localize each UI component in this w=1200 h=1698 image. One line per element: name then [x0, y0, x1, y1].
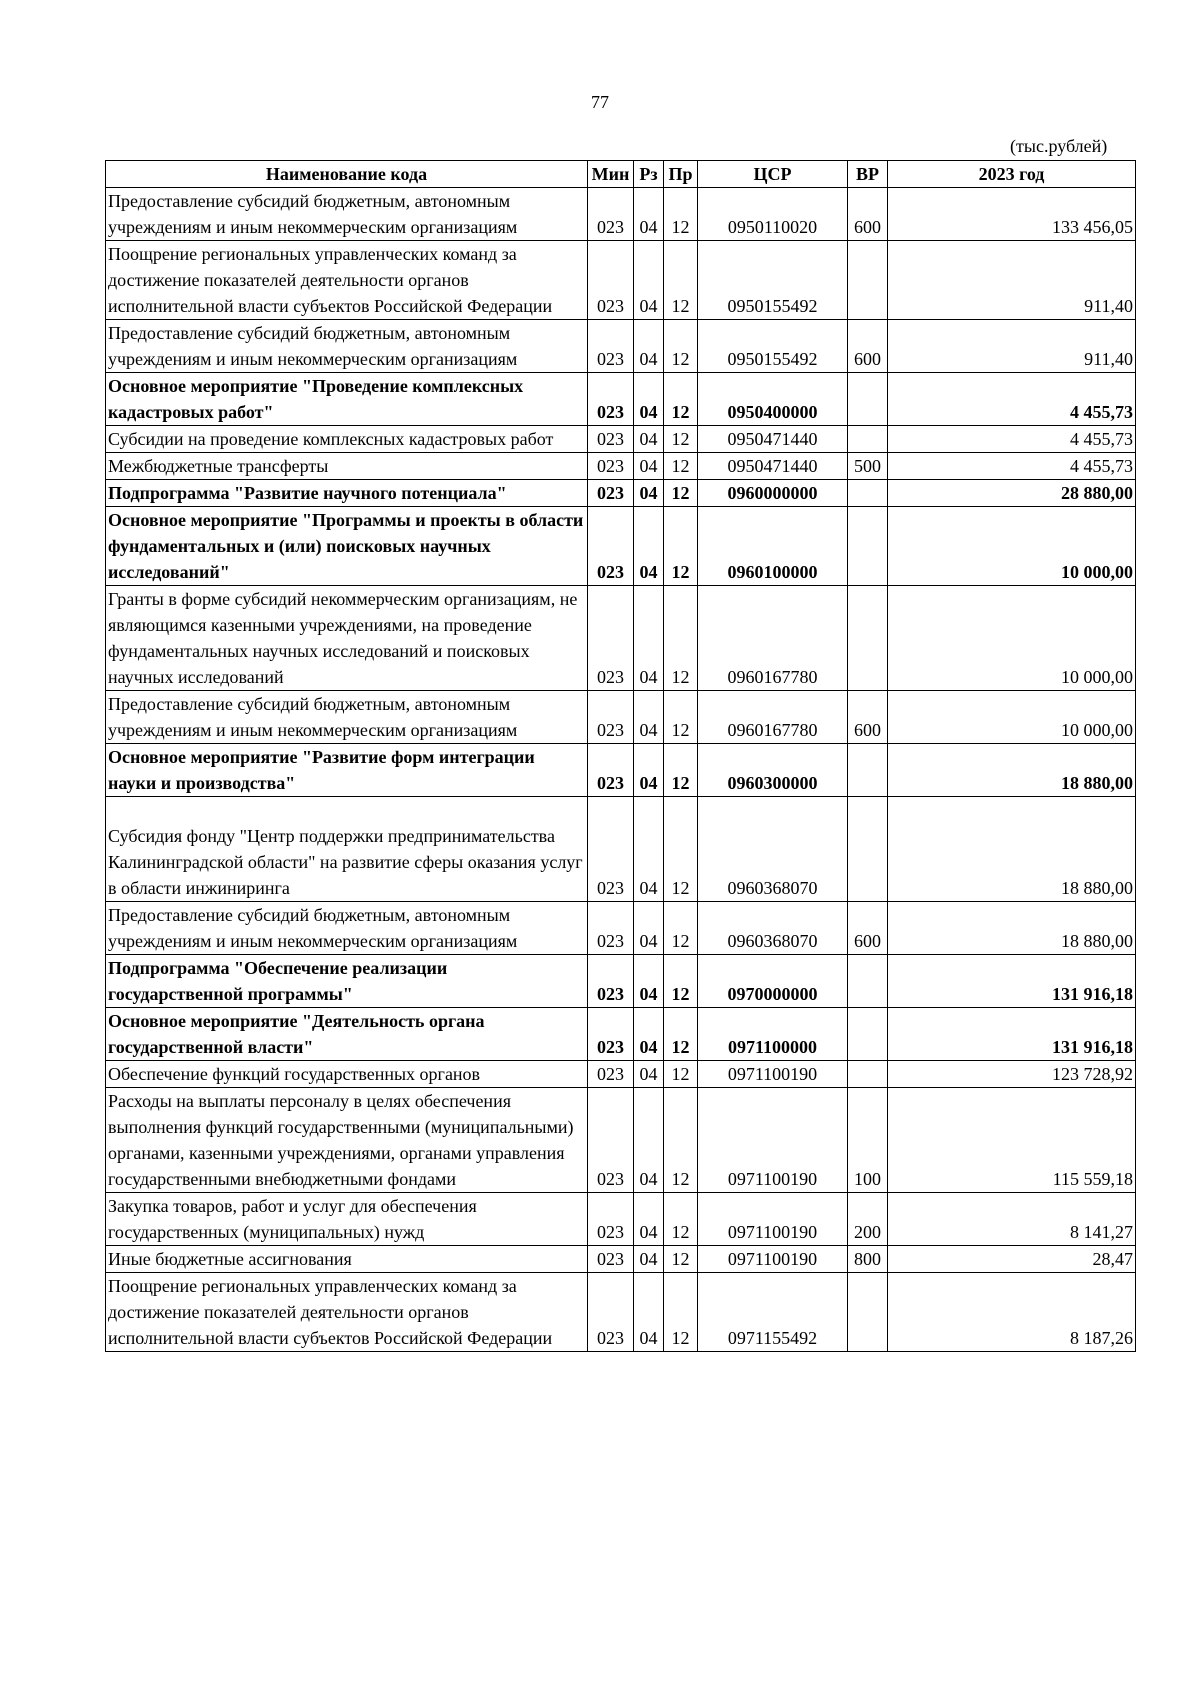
cell-csr: 0950471440	[698, 453, 848, 480]
cell-amount: 10 000,00	[888, 507, 1136, 586]
cell-csr: 0960167780	[698, 691, 848, 744]
page-number: 77	[591, 92, 609, 112]
table-body	[106, 188, 1136, 1352]
header-vr: ВР	[848, 161, 888, 188]
cell-name: Основное мероприятие "Деятельность органа государственной власти"	[106, 1008, 588, 1061]
cell-amount: 28,47	[888, 1246, 1136, 1273]
cell-pr: 12	[664, 744, 698, 797]
cell-amount: 28 880,00	[888, 480, 1136, 507]
table-row	[106, 320, 1136, 373]
cell-vr: 200	[848, 1193, 888, 1246]
cell-name: Закупка товаров, работ и услуг для обеспечения государственных (муниципальных) нужд	[106, 1193, 588, 1246]
cell-vr	[848, 955, 888, 1008]
cell-vr	[848, 480, 888, 507]
header-name: Наименование кода	[106, 161, 588, 188]
table-row	[106, 373, 1136, 426]
cell-amount: 115 559,18	[888, 1088, 1136, 1193]
cell-vr: 600	[848, 691, 888, 744]
table-row	[106, 453, 1136, 480]
cell-min: 023	[588, 241, 634, 320]
cell-vr	[848, 507, 888, 586]
cell-name: Основное мероприятие "Развитие форм интеграции науки и производства"	[106, 744, 588, 797]
cell-rz: 04	[634, 1061, 664, 1088]
cell-csr: 0950155492	[698, 320, 848, 373]
cell-min: 023	[588, 480, 634, 507]
table-row	[106, 797, 1136, 902]
cell-pr: 12	[664, 1273, 698, 1352]
cell-vr	[848, 1008, 888, 1061]
cell-rz: 04	[634, 373, 664, 426]
table-row	[106, 955, 1136, 1008]
cell-min: 023	[588, 320, 634, 373]
cell-min: 023	[588, 586, 634, 691]
cell-rz: 04	[634, 797, 664, 902]
cell-vr	[848, 373, 888, 426]
cell-csr: 0971100000	[698, 1008, 848, 1061]
cell-rz: 04	[634, 188, 664, 241]
cell-pr: 12	[664, 955, 698, 1008]
cell-amount: 131 916,18	[888, 1008, 1136, 1061]
cell-vr	[848, 241, 888, 320]
table-row	[106, 902, 1136, 955]
cell-vr	[848, 1061, 888, 1088]
header-rz: Рз	[634, 161, 664, 188]
cell-amount: 911,40	[888, 241, 1136, 320]
cell-min: 023	[588, 1193, 634, 1246]
cell-pr: 12	[664, 507, 698, 586]
cell-amount: 18 880,00	[888, 797, 1136, 902]
cell-vr	[848, 586, 888, 691]
cell-pr: 12	[664, 1061, 698, 1088]
cell-name: Межбюджетные трансферты	[106, 453, 588, 480]
cell-name: Иные бюджетные ассигнования	[106, 1246, 588, 1273]
header-csr: ЦСР	[698, 161, 848, 188]
table-row	[106, 1008, 1136, 1061]
table-row	[106, 188, 1136, 241]
cell-min: 023	[588, 797, 634, 902]
cell-name: Предоставление субсидий бюджетным, автономным учреждениям и иным некоммерческим организациям	[106, 691, 588, 744]
cell-csr: 0971100190	[698, 1193, 848, 1246]
cell-csr: 0950400000	[698, 373, 848, 426]
cell-name: Поощрение региональных управленческих команд за достижение показателей деятельности органов исполнительной власти субъектов Российской Федерации	[106, 1273, 588, 1352]
units-label: (тыс.рублей)	[1010, 136, 1108, 156]
cell-pr: 12	[664, 373, 698, 426]
cell-csr: 0950471440	[698, 426, 848, 453]
cell-name: Гранты в форме субсидий некоммерческим организациям, не являющимся казенными учреждениями, на проведение фундаментальных научных исследований и поисковых научных исследований	[106, 586, 588, 691]
table-row	[106, 241, 1136, 320]
cell-rz: 04	[634, 507, 664, 586]
cell-vr: 800	[848, 1246, 888, 1273]
cell-pr: 12	[664, 320, 698, 373]
cell-name: Подпрограмма "Развитие научного потенциала"	[106, 480, 588, 507]
cell-csr: 0971100190	[698, 1061, 848, 1088]
cell-pr: 12	[664, 1193, 698, 1246]
cell-amount: 4 455,73	[888, 426, 1136, 453]
cell-min: 023	[588, 373, 634, 426]
cell-pr: 12	[664, 797, 698, 902]
cell-rz: 04	[634, 691, 664, 744]
table-row	[106, 744, 1136, 797]
cell-vr: 100	[848, 1088, 888, 1193]
cell-csr: 0960167780	[698, 586, 848, 691]
cell-rz: 04	[634, 744, 664, 797]
cell-csr: 0960300000	[698, 744, 848, 797]
cell-rz: 04	[634, 955, 664, 1008]
cell-csr: 0950110020	[698, 188, 848, 241]
cell-pr: 12	[664, 586, 698, 691]
cell-name: Расходы на выплаты персоналу в целях обеспечения выполнения функций государственными (муниципальными) органами, казенными учреждениями, органами управления государственными внебюджетными фондами	[106, 1088, 588, 1193]
cell-pr: 12	[664, 1088, 698, 1193]
cell-min: 023	[588, 426, 634, 453]
cell-min: 023	[588, 1246, 634, 1273]
cell-min: 023	[588, 902, 634, 955]
cell-rz: 04	[634, 1088, 664, 1193]
cell-pr: 12	[664, 426, 698, 453]
cell-rz: 04	[634, 902, 664, 955]
table-row	[106, 1088, 1136, 1193]
cell-vr	[848, 426, 888, 453]
cell-vr	[848, 797, 888, 902]
cell-vr	[848, 744, 888, 797]
cell-rz: 04	[634, 1193, 664, 1246]
cell-amount: 131 916,18	[888, 955, 1136, 1008]
cell-pr: 12	[664, 480, 698, 507]
table-row	[106, 1273, 1136, 1352]
cell-min: 023	[588, 1088, 634, 1193]
cell-rz: 04	[634, 241, 664, 320]
cell-name: Субсидия фонду "Центр поддержки предпринимательства Калининградской области" на развитие сферы оказания услуг в области инжиниринга	[106, 797, 588, 902]
cell-rz: 04	[634, 1246, 664, 1273]
cell-rz: 04	[634, 1273, 664, 1352]
cell-name: Основное мероприятие "Проведение комплексных кадастровых работ"	[106, 373, 588, 426]
table-row	[106, 1246, 1136, 1273]
cell-amount: 4 455,73	[888, 373, 1136, 426]
cell-min: 023	[588, 188, 634, 241]
cell-amount: 10 000,00	[888, 586, 1136, 691]
cell-vr: 600	[848, 320, 888, 373]
table-row	[106, 426, 1136, 453]
cell-csr: 0960100000	[698, 507, 848, 586]
cell-min: 023	[588, 507, 634, 586]
header-pr: Пр	[664, 161, 698, 188]
cell-amount: 18 880,00	[888, 902, 1136, 955]
cell-rz: 04	[634, 453, 664, 480]
cell-csr: 0960368070	[698, 902, 848, 955]
budget-table	[105, 160, 1136, 1352]
cell-vr: 600	[848, 902, 888, 955]
cell-min: 023	[588, 453, 634, 480]
cell-amount: 911,40	[888, 320, 1136, 373]
cell-csr: 0960368070	[698, 797, 848, 902]
cell-vr: 600	[848, 188, 888, 241]
cell-rz: 04	[634, 586, 664, 691]
table-row	[106, 586, 1136, 691]
cell-name: Субсидии на проведение комплексных кадастровых работ	[106, 426, 588, 453]
header-year: 2023 год	[888, 161, 1136, 188]
cell-amount: 18 880,00	[888, 744, 1136, 797]
cell-min: 023	[588, 691, 634, 744]
cell-vr: 500	[848, 453, 888, 480]
cell-amount: 123 728,92	[888, 1061, 1136, 1088]
cell-name: Основное мероприятие "Программы и проекты в области фундаментальных и (или) поисковых научных исследований"	[106, 507, 588, 586]
cell-min: 023	[588, 1061, 634, 1088]
cell-csr: 0971100190	[698, 1246, 848, 1273]
cell-min: 023	[588, 1273, 634, 1352]
table-row	[106, 1061, 1136, 1088]
cell-name: Предоставление субсидий бюджетным, автономным учреждениям и иным некоммерческим организациям	[106, 188, 588, 241]
cell-pr: 12	[664, 453, 698, 480]
table-row	[106, 507, 1136, 586]
cell-rz: 04	[634, 426, 664, 453]
table-row	[106, 480, 1136, 507]
cell-amount: 8 187,26	[888, 1273, 1136, 1352]
cell-amount: 4 455,73	[888, 453, 1136, 480]
header-min: Мин	[588, 161, 634, 188]
cell-min: 023	[588, 744, 634, 797]
cell-pr: 12	[664, 691, 698, 744]
cell-name: Обеспечение функций государственных органов	[106, 1061, 588, 1088]
table-header-row	[106, 161, 1136, 188]
cell-rz: 04	[634, 1008, 664, 1061]
table-row	[106, 691, 1136, 744]
cell-vr	[848, 1273, 888, 1352]
cell-csr: 0971100190	[698, 1088, 848, 1193]
cell-pr: 12	[664, 1246, 698, 1273]
cell-name: Предоставление субсидий бюджетным, автономным учреждениям и иным некоммерческим организациям	[106, 320, 588, 373]
cell-name: Предоставление субсидий бюджетным, автономным учреждениям и иным некоммерческим организациям	[106, 902, 588, 955]
cell-name: Подпрограмма "Обеспечение реализации государственной программы"	[106, 955, 588, 1008]
cell-amount: 8 141,27	[888, 1193, 1136, 1246]
cell-csr: 0971155492	[698, 1273, 848, 1352]
cell-pr: 12	[664, 1008, 698, 1061]
cell-amount: 10 000,00	[888, 691, 1136, 744]
cell-amount: 133 456,05	[888, 188, 1136, 241]
cell-pr: 12	[664, 241, 698, 320]
cell-csr: 0950155492	[698, 241, 848, 320]
cell-pr: 12	[664, 188, 698, 241]
cell-csr: 0960000000	[698, 480, 848, 507]
cell-pr: 12	[664, 902, 698, 955]
cell-csr: 0970000000	[698, 955, 848, 1008]
cell-min: 023	[588, 1008, 634, 1061]
cell-name: Поощрение региональных управленческих команд за достижение показателей деятельности органов исполнительной власти субъектов Российской Федерации	[106, 241, 588, 320]
cell-min: 023	[588, 955, 634, 1008]
table-row	[106, 1193, 1136, 1246]
cell-rz: 04	[634, 320, 664, 373]
cell-rz: 04	[634, 480, 664, 507]
